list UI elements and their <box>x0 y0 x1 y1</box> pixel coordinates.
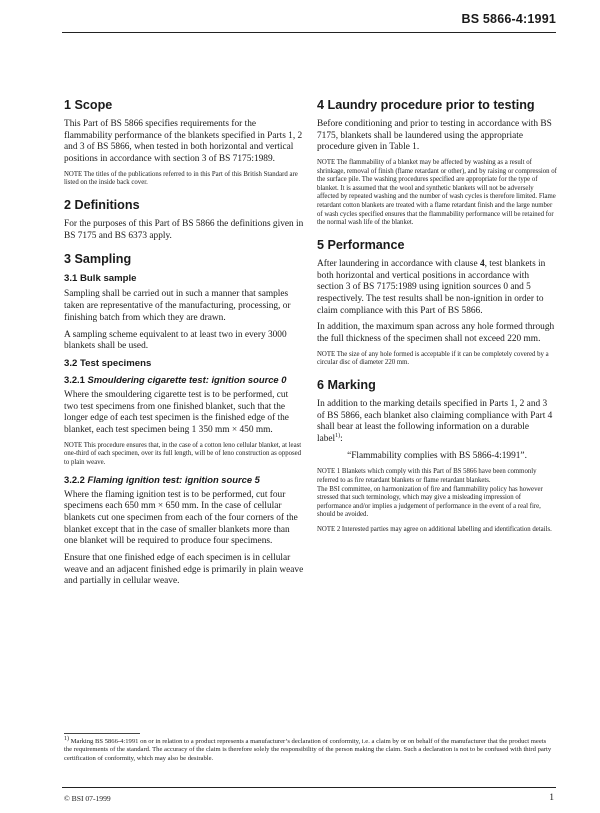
definitions-text: For the purposes of this Part of BS 5866 the definitions given in BS 7175 and BS 6373 apply. <box>64 219 304 241</box>
laundry-heading: 4 Laundry procedure prior to testing <box>317 98 535 112</box>
footer-rule <box>62 787 556 788</box>
section-performance <box>317 238 557 368</box>
performance-p1 <box>317 259 557 318</box>
performance-p1-end: , test blankets in both horizontal and vertical positions in accordance with section 3 of BS 7175:1989 using ignition sources 0 and 5 respectively. The test results shall be non-ignition in order to claim compliance with this Part of BS 5866. <box>317 258 546 316</box>
document-id: BS 5866-4:1991 <box>461 12 556 26</box>
flaming-heading <box>64 474 304 486</box>
copyright: © BSI 07-1999 <box>64 794 111 803</box>
smouldering-note: NOTE This procedure ensures that, in the case of a cotton leno cellular blanket, at least one-third of each specimen, over its full length, will be of leno construction as opposed to plain weave. <box>64 441 302 466</box>
smouldering-heading <box>64 374 304 386</box>
marking-note-1-continued: The BSI committee, on harmonization of fire and flammability policy has however stressed that such terminology, which may give a misleading impression of performance and/or implies a judgement of performance in the event of a real fire, should be avoided. <box>317 485 543 519</box>
laundry-text: Before conditioning and prior to testing in accordance with BS 7175, blankets shall be laundered using the appropriate procedure given in Table 1. <box>317 119 552 153</box>
smouldering-title: Smouldering cigarette test: ignition source 0 <box>87 373 287 385</box>
marking-label-text: “Flammability complies with BS 5866-4:1991”. <box>347 450 527 461</box>
flaming-p1: Where the flaming ignition test is to be performed, cut four specimens each 650 mm × 650 mm. In the case of cellular blankets cut one specimen from each of the four corners of the blanket except that in the case of smaller blankets more than one blanket will be required to produce four specimens. <box>64 489 298 547</box>
right-column <box>317 98 557 541</box>
sampling-heading: 3 Sampling <box>64 252 132 267</box>
footnote-marker: 1) <box>335 432 341 439</box>
scope-text: This Part of BS 5866 specifies requirements for the flammability performance of the blankets specified in Parts 1, 2 and 3 of BS 5866, when tested in both horizontal and vertical positions in accordance with section 3 of BS 7175:1989. <box>64 119 303 165</box>
marking-text-end: : <box>340 434 343 445</box>
bulk-sample-p1: Sampling shall be carried out in such a manner that samples taken are representative of the manufacturing, processing, or finishing batch from which they are drawn. <box>64 289 291 323</box>
definitions-heading: 2 Definitions <box>64 198 140 212</box>
section-scope <box>64 98 304 188</box>
marking-text-body: In addition to the marking details specified in Parts 1, 2 and 3 of BS 5866, each blanket also claiming compliance with Part 4 shall bear at least the following information on a durable label <box>317 398 553 445</box>
footnote-number: 1) <box>64 735 69 742</box>
section-laundry <box>317 98 557 228</box>
scope-heading: 1 Scope <box>64 98 113 112</box>
performance-note: NOTE The size of any hole formed is acceptable if it can be completely covered by a circular disc of diameter 220 mm. <box>317 350 549 367</box>
marking-note-2: NOTE 2 Interested parties may agree on additional labelling and identification details. <box>317 526 552 534</box>
section-marking <box>317 378 557 535</box>
clause-reference: 4 <box>479 258 485 269</box>
smouldering-number: 3.2.1 <box>64 373 85 385</box>
performance-heading: 5 Performance <box>317 237 405 252</box>
flaming-number: 3.2.2 <box>64 473 85 485</box>
test-specimens-heading: 3.2 Test specimens <box>64 357 152 369</box>
bulk-sample-heading: 3.1 Bulk sample <box>64 273 137 285</box>
footnote-text: Marking BS 5866-4:1991 on or in relation to a product represents a manufacturer’s declaration of conformity, i.e. a claim by or on behalf of the manufacturer that the product meets the requirements of the standard. The accuracy of the claim is therefore solely the responsibility of the person making the claim. Such a declaration is not to be confused with third party certification of conformity, which may also be desirable. <box>64 738 552 762</box>
laundry-note: NOTE The flammability of a blanket may be affected by washing as a result of shrinkage, removal of finish (flame retardant or other), and by raising or compression of the surface pile. The washing procedures specified are appropriate for the type of blanket. It is assumed that the wool and synthetic blankets will not be adversely affected by repeated washing and the number of wash cycles is therefore limited. Flame retardant cotton blankets are treated with a flame retardant finish and the large number of wash cycles specified ensures that the flammability performance will be retained for the normal wash life of the blanket. <box>317 159 557 227</box>
marking-note-1: NOTE 1 Blankets which comply with this Part of BS 5866 have been commonly referred to as fire retardant blankets or flame retardant blankets. <box>317 468 537 485</box>
section-definitions <box>64 198 304 242</box>
footnote <box>64 735 554 763</box>
performance-p2: In addition, the maximum span across any hole formed through the full thickness of the specimen shall not exceed 220 mm. <box>317 322 555 345</box>
marking-text <box>317 399 557 446</box>
left-column <box>64 98 304 593</box>
section-sampling <box>64 252 304 588</box>
smouldering-text: Where the smouldering cigarette test is to be performed, cut two test specimens from one finished blanket, such that the longer edge of each test specimen is the finished edge of the blanket, each test specimen being 1 350 mm × 450 mm. <box>64 389 289 436</box>
marking-heading: 6 Marking <box>317 377 376 392</box>
flaming-p2: Ensure that one finished edge of each specimen is in cellular weave and an adjacent finished edge is primarily in plain weave and partially in cellular weave. <box>64 553 304 587</box>
page-number: 1 <box>549 792 554 803</box>
footnote-rule <box>64 733 140 734</box>
header-rule <box>62 32 556 33</box>
scope-note: NOTE The titles of the publications referred to in this Part of this British Standard are listed on the inside back cover. <box>64 170 298 187</box>
flaming-title: Flaming ignition test: ignition source 5 <box>87 473 260 485</box>
bulk-sample-p2: A sampling scheme equivalent to at least two in every 3000 blankets shall be used. <box>64 329 287 352</box>
performance-p1-start: After laundering in accordance with clause <box>317 258 480 269</box>
